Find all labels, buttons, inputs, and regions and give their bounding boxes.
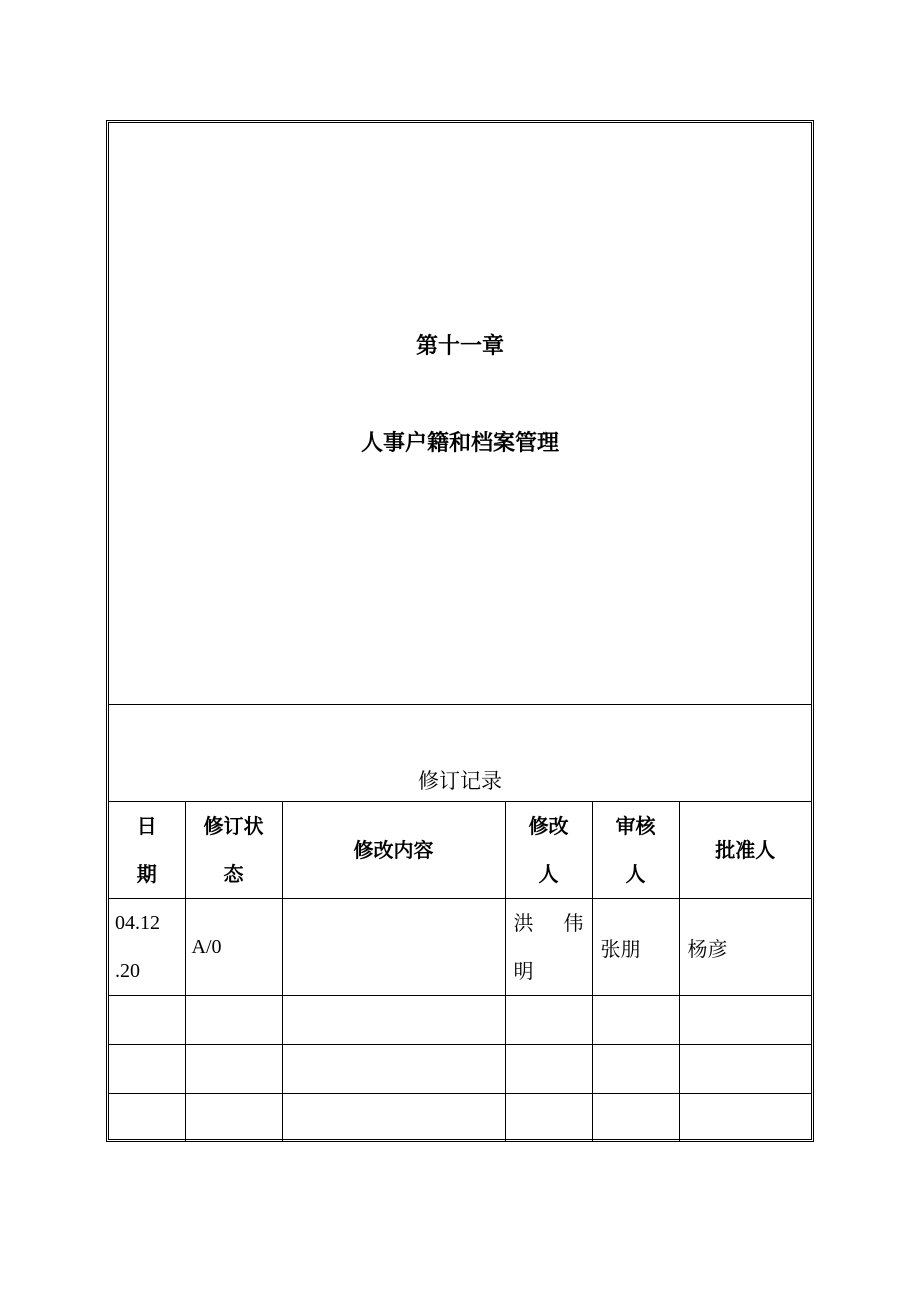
document-frame [106,120,814,1142]
chapter-title: 第十一章 [415,334,504,359]
empty-cell [185,1094,282,1143]
cover-section [109,123,811,705]
revision-title-row [109,705,811,802]
cell-status: A/0 [185,899,282,996]
header-date: 日 期 [109,802,185,899]
table-row [109,1045,811,1094]
empty-cell [505,996,592,1045]
empty-cell [282,1045,505,1094]
header-reviewer: 审核 人 [592,802,679,899]
empty-cell [679,996,811,1045]
header-change-content: 修改内容 [282,802,505,899]
header-revision-status: 修订状 态 [185,802,282,899]
cell-date: 04.12 .20 [109,899,185,996]
table-row [109,996,811,1045]
cell-content [282,899,505,996]
empty-cell [185,1045,282,1094]
empty-cell [592,1094,679,1143]
empty-cell [109,1045,185,1094]
revision-record-title: 修订记录 [418,769,502,793]
table-row [109,899,811,996]
empty-cell [592,996,679,1045]
table-header-row [109,802,811,899]
empty-cell [679,1094,811,1143]
empty-cell [282,1094,505,1143]
empty-cell [282,996,505,1045]
header-approver: 批准人 [679,802,811,899]
chapter-subject: 人事户籍和档案管理 [360,431,559,456]
cell-editor: 洪 伟 明 [505,899,592,996]
header-editor: 修改 人 [505,802,592,899]
empty-cell [109,1094,185,1143]
empty-cell [679,1045,811,1094]
empty-cell [185,996,282,1045]
empty-cell [505,1045,592,1094]
empty-cell [592,1045,679,1094]
empty-cell [505,1094,592,1143]
empty-cell [109,996,185,1045]
cell-approver: 杨彦 [679,899,811,996]
cell-reviewer: 张朋 [592,899,679,996]
table-row [109,1094,811,1143]
revision-table [109,802,811,1142]
